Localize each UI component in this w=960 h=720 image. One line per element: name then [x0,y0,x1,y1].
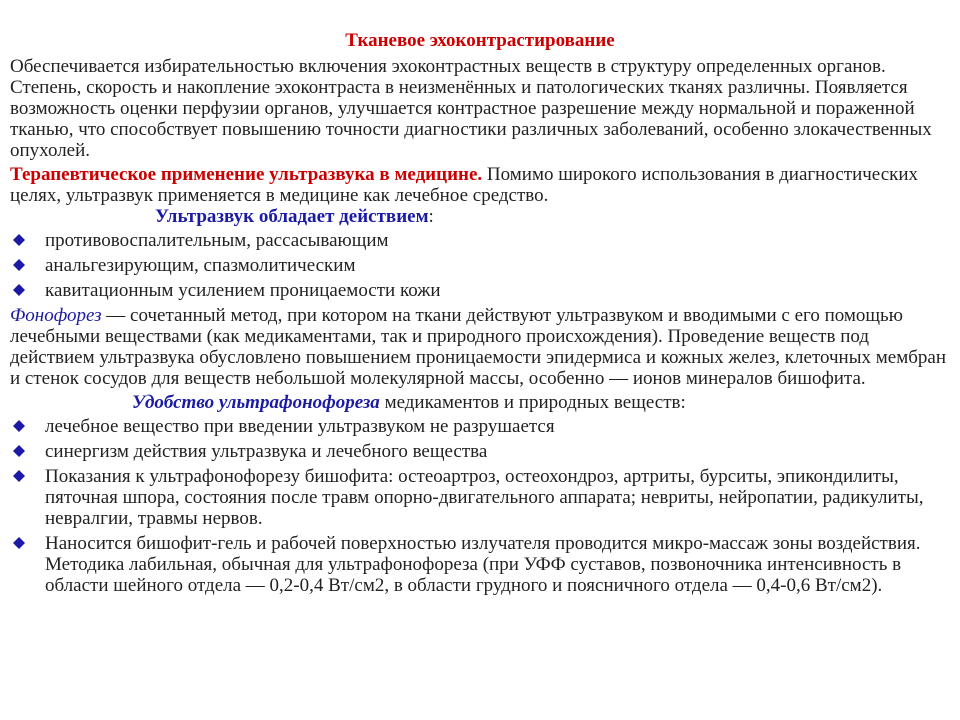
list-item-text: лечебное вещество при введении ультразвуком не разрушается [45,416,555,437]
convenience-list [10,416,950,596]
diamond-bullet-icon [13,537,25,549]
slide-title: Тканевое эхоконтрастирование [345,30,615,51]
list-item-text: противовоспалительным, рассасывающим [45,230,389,251]
action-colon: : [428,206,434,227]
action-list [10,230,950,301]
diamond-bullet-icon [13,420,25,432]
therapy-paragraph [10,164,950,206]
phonophoresis-paragraph [10,305,950,389]
diamond-bullet-icon [13,234,25,246]
therapy-heading: Терапевтическое применение ультразвука в медицине. [10,164,483,185]
list-item [10,230,950,251]
list-item-text: Показания к ультрафонофорезу бишофита: остеоартроз, остеохондроз, артриты, бурситы, эпикондилиты, пяточная шпора, состояния после травм опорно-двигательного аппарата; невриты, нейропатии, радикулиты, невралгии, травмы нервов. [45,466,924,529]
list-item [10,255,950,276]
list-item [10,533,950,596]
phonophoresis-term: Фонофорез [10,305,102,326]
list-item [10,416,950,437]
list-item [10,441,950,462]
list-item-text: Наносится бишофит-гель и рабочей поверхностью излучателя проводится микро-массаж зоны воздействия. Методика лабильная, обычная для ультрафонофореза (при УФФ суставов, позвоночника интенсивность в области шейного отдела — 0,2-0,4 Вт/см2, в области грудного и поясничного отдела — 0,4-0,6 Вт/см2). [45,533,921,596]
list-item-text: анальгезирующим, спазмолитическим [45,255,356,276]
action-heading: Ультразвук обладает действием [155,206,429,227]
list-item-text: синергизм действия ультразвука и лечебного вещества [45,441,488,462]
diamond-bullet-icon [13,259,25,271]
convenience-heading-line [10,392,950,414]
therapy-text: Помимо широкого использования в диагностических целях, ультразвук применяется в медицине как лечебное средство. [10,164,919,206]
list-item [10,466,950,529]
contrast-paragraph: Обеспечивается избирательностью включения эхоконтрастных веществ в структуру определенных органов. Степень, скорость и накопление эхоконтраста в неизменённых и патологических тканях различны. Появляется возможность оценки перфузии органов, улучшается контрастное разрешение между нормальной и пораженной тканью, что способствует повышению точности диагностики различных заболеваний, особенно злокачественных опухолей. [10,56,932,161]
list-item [10,280,950,301]
convenience-text: медикаментов и природных веществ: [379,392,686,413]
diamond-bullet-icon [13,470,25,482]
convenience-heading: Удобство ультрафонофореза [132,392,380,413]
phonophoresis-text: — сочетанный метод, при котором на ткани действуют ультразвуком и вводимыми с его помощью лечебными веществами (как медикаментами, так и природного происхождения). Проведение веществ под действием ультразвука обусловлено повышением проницаемости эпидермиса и кожных желез, клеточных мембран и стенок сосудов для веществ небольшой молекулярной массы, особенно — ионов минералов бишофита. [10,305,946,389]
action-heading-line [10,206,950,228]
diamond-bullet-icon [13,284,25,296]
list-item-text: кавитационным усилением проницаемости кожи [45,280,441,301]
diamond-bullet-icon [13,445,25,457]
